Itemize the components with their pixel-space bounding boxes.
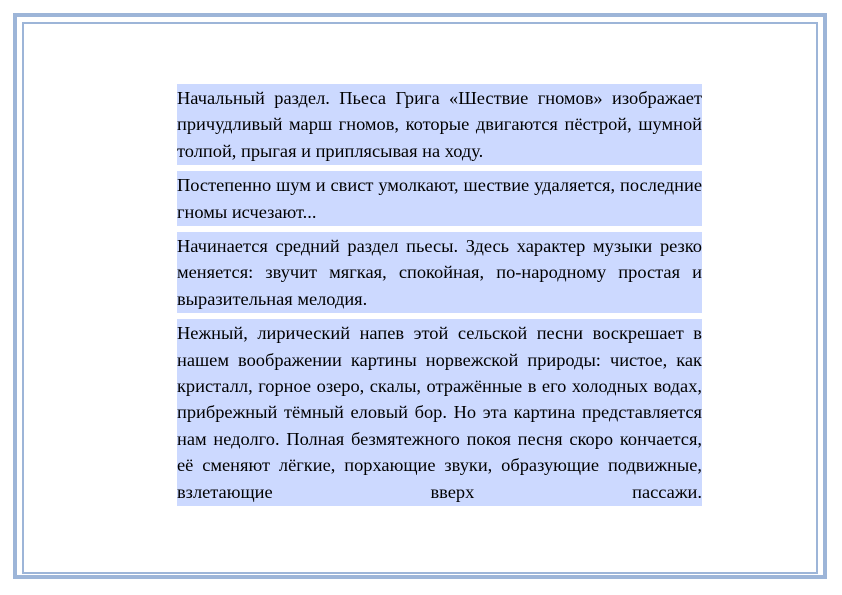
paragraph-fade-out: Постепенно шум и свист умолкают, шествие удаляется, последние гномы исчезают...	[177, 171, 702, 226]
paragraph-intro: Начальный раздел. Пьеса Грига «Шествие гномов» изображает причудливый марш гномов, которые двигаются пёстрой, шумной толпой, прыгая и приплясывая на ходу.	[177, 84, 702, 165]
paragraph-lyrical-song: Нежный, лирический напев этой сельской песни воскрешает в нашем воображении картины норвежской природы: чистое, как кристалл, горное озеро, скалы, отражённые в его холодных водах, прибрежный тёмный еловый бор. Но эта картина представляется нам недолго. Полная безмятежного покоя песня скоро кончается, её сменяют лёгкие, порхающие звуки, образующие подвижные, взлетающие вверх пассажи.	[177, 319, 702, 506]
text-body	[177, 84, 702, 506]
paragraph-middle-section: Начинается средний раздел пьесы. Здесь характер музыки резко меняется: звучит мягкая, спокойная, по-народному простая и выразительная мелодия.	[177, 232, 702, 313]
